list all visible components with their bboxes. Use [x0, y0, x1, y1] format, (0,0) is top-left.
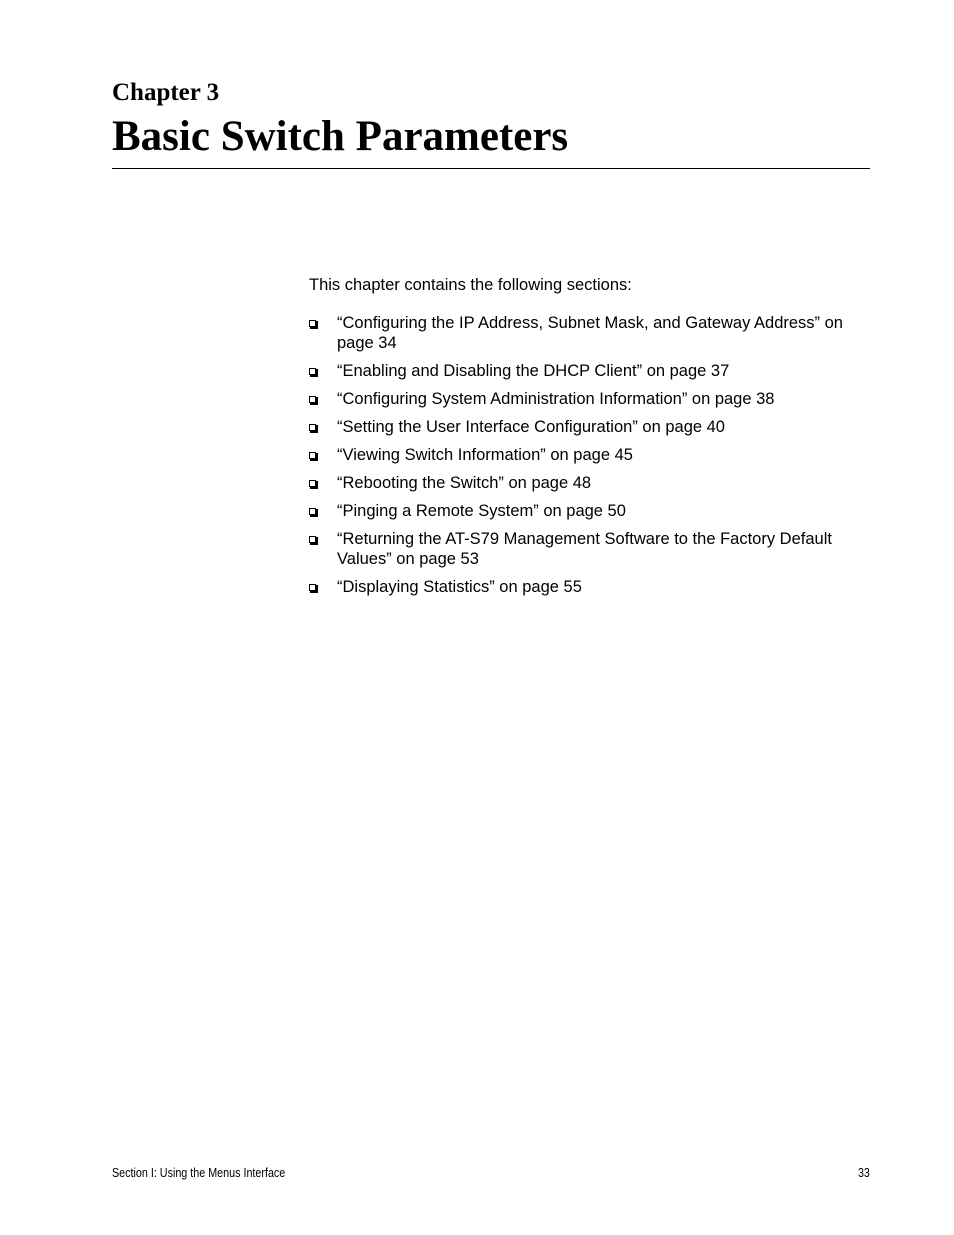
section-link[interactable]: “Setting the User Interface Configuration” on page 40 — [337, 418, 725, 436]
title-rule — [112, 168, 870, 169]
square-bullet-icon — [309, 507, 319, 517]
square-bullet-icon — [309, 319, 319, 329]
square-bullet-icon — [309, 479, 319, 489]
list-item[interactable] — [309, 445, 871, 465]
footer-section-label: Section I: Using the Menus Interface — [112, 1166, 286, 1180]
section-list — [309, 313, 871, 605]
list-item[interactable] — [309, 389, 871, 409]
section-link[interactable]: “Configuring the IP Address, Subnet Mask, and Gateway Address” on page 34 — [337, 314, 843, 352]
section-link[interactable]: “Configuring System Administration Information” on page 38 — [337, 390, 775, 408]
square-bullet-icon — [309, 367, 319, 377]
list-item[interactable] — [309, 473, 871, 493]
list-item[interactable] — [309, 529, 871, 569]
list-item[interactable] — [309, 361, 871, 381]
square-bullet-icon — [309, 395, 319, 405]
chapter-label: Chapter 3 — [112, 79, 220, 106]
list-item[interactable] — [309, 417, 871, 437]
section-link[interactable]: “Pinging a Remote System” on page 50 — [337, 502, 626, 520]
list-item[interactable] — [309, 501, 871, 521]
square-bullet-icon — [309, 535, 319, 545]
section-link[interactable]: “Enabling and Disabling the DHCP Client” on page 37 — [337, 362, 730, 380]
footer-page-number: 33 — [858, 1166, 870, 1180]
square-bullet-icon — [309, 423, 319, 433]
list-item[interactable] — [309, 313, 871, 353]
list-item[interactable] — [309, 577, 871, 597]
section-link[interactable]: “Rebooting the Switch” on page 48 — [337, 474, 592, 492]
square-bullet-icon — [309, 583, 319, 593]
section-link[interactable]: “Viewing Switch Information” on page 45 — [337, 446, 633, 464]
section-link[interactable]: “Returning the AT-S79 Management Software to the Factory Default Values” on page 53 — [337, 530, 832, 568]
square-bullet-icon — [309, 451, 319, 461]
chapter-title: Basic Switch Parameters — [112, 113, 569, 160]
intro-text: This chapter contains the following sections: — [309, 276, 632, 294]
section-link[interactable]: “Displaying Statistics” on page 55 — [337, 578, 582, 596]
